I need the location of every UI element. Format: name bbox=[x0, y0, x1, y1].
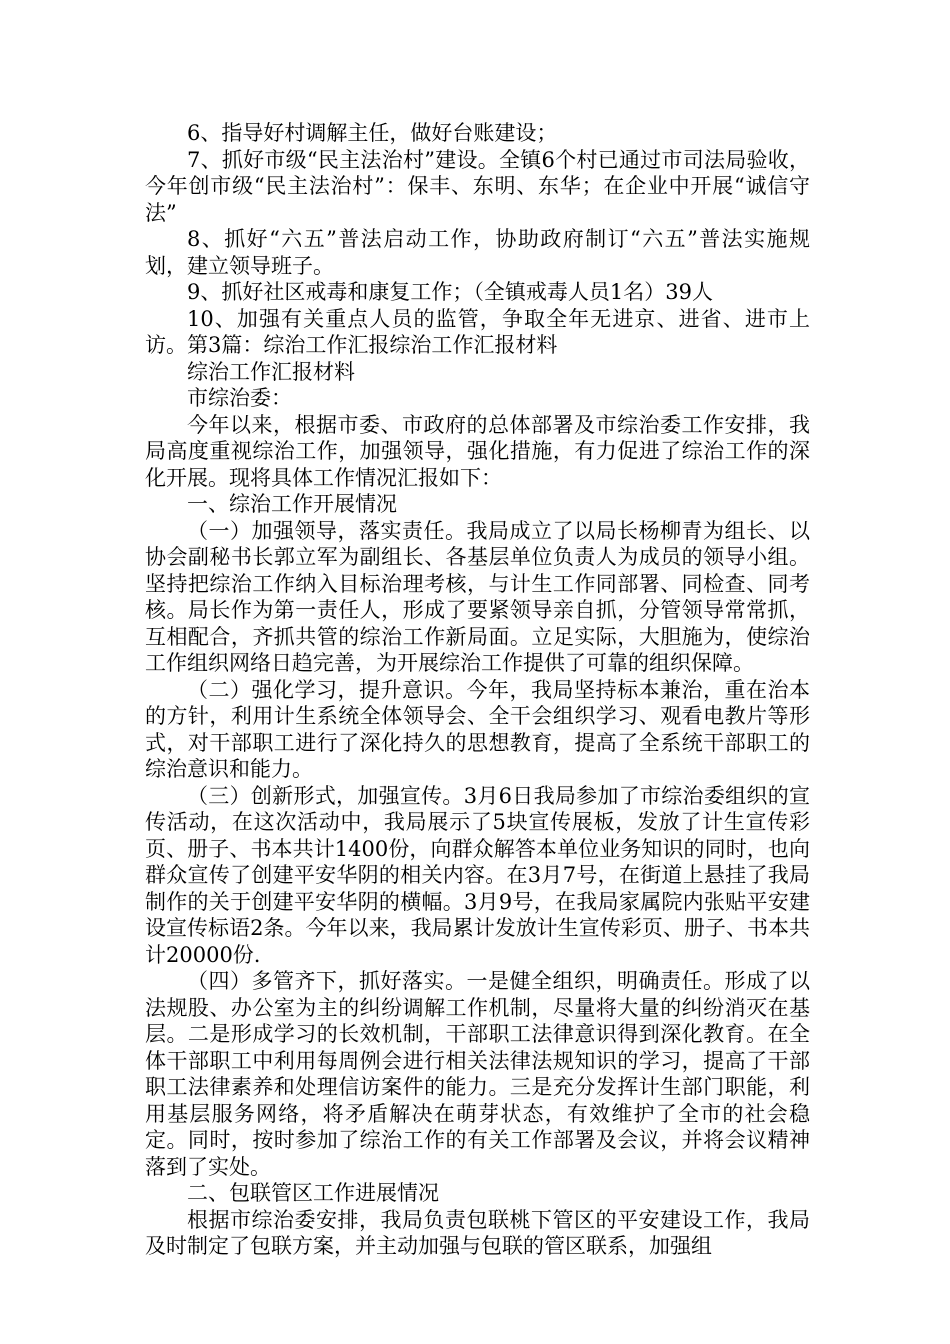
section-2-body: 根据市综治委安排，我局负责包联桃下管区的平安建设工作，我局及时制定了包联方案，并主动加强与包联的管区联系，加强组 bbox=[145, 1207, 810, 1258]
subsection-1: （一）加强领导，落实责任。我局成立了以局长杨柳青为组长、以协会副秘书长郭立军为副组长、各基层单位负责人为成员的领导小组。坚持把综治工作纳入目标治理考核，与计生工作同部署、同检查、同考核。局长作为第一责任人，形成了要紧领导亲自抓，分管领导常常抓，互相配合，齐抓共管的综治工作新局面。立足实际，大胆施为，使综治工作组织网络日趋完善，为开展综治工作提供了可靠的组织保障。 bbox=[145, 518, 810, 675]
paragraph-item-9: 9、抓好社区戒毒和康复工作；（全镇戒毒人员1名）39人 bbox=[187, 280, 713, 304]
paragraph-item-10: 10、加强有关重点人员的监管，争取全年无进京、进省、进市上访。第3篇：综治工作汇报综治工作汇报材料 bbox=[145, 306, 810, 357]
paragraph-item-7: 7、抓好市级“民主法治村”建设。全镇6个村已通过市司法局验收，今年创市级“民主法治村”：保丰、东明、东华；在企业中开展“诚信守法” bbox=[145, 147, 810, 225]
subsection-2: （二）强化学习，提升意识。今年，我局坚持标本兼治，重在治本的方针，利用计生系统全体领导会、全干会组织学习、观看电教片等形式，对干部职工进行了深化持久的思想教育，提高了全系统干部职工的综治意识和能力。 bbox=[145, 677, 810, 781]
report-title: 综治工作汇报材料 bbox=[187, 359, 355, 384]
section-heading-1: 一、综治工作开展情况 bbox=[187, 492, 397, 516]
report-intro: 今年以来，根据市委、市政府的总体部署及市综治委工作安排，我局高度重视综治工作，加强领导，强化措施，有力促进了综治工作的深化开展。现将具体工作情况汇报如下： bbox=[145, 412, 810, 490]
section-heading-2: 二、包联管区工作进展情况 bbox=[187, 1181, 439, 1205]
document-body bbox=[145, 120, 810, 1260]
subsection-3: （三）创新形式，加强宣传。3月6日我局参加了市综治委组织的宣传活动，在这次活动中，我局展示了5块宣传展板，发放了计生宣传彩页、册子、书本共计1400份，向群众解答本单位业务知识的同时，也向群众宣传了创建平安华阴的相关内容。在3月7号，在街道上悬挂了我局制作的关于创建平安华阴的横幅。3月9号，在我局家属院内张贴平安建设宣传标语2条。今年以来，我局累计发放计生宣传彩页、册子、书本共计20000份. bbox=[145, 783, 810, 967]
paragraph-item-6: 6、指导好村调解主任，做好台账建设； bbox=[187, 121, 558, 145]
subsection-4: （四）多管齐下，抓好落实。一是健全组织，明确责任。形成了以法规股、办公室为主的纠纷调解工作机制，尽量将大量的纠纷消灭在基层。二是形成学习的长效机制，干部职工法律意识得到深化教育。在全体干部职工中利用每周例会进行相关法律法规知识的学习，提高了干部职工法律素养和处理信访案件的能力。三是充分发挥计生部门职能，利用基层服务网络，将矛盾解决在萌芽状态，有效维护了全市的社会稳定。同时，按时参加了综治工作的有关工作部署及会议，并将会议精神落到了实处。 bbox=[145, 969, 810, 1179]
report-addressee: 市综治委： bbox=[187, 386, 292, 410]
paragraph-item-8: 8、抓好“六五”普法启动工作，协助政府制订“六五”普法实施规划，建立领导班子。 bbox=[145, 227, 810, 278]
